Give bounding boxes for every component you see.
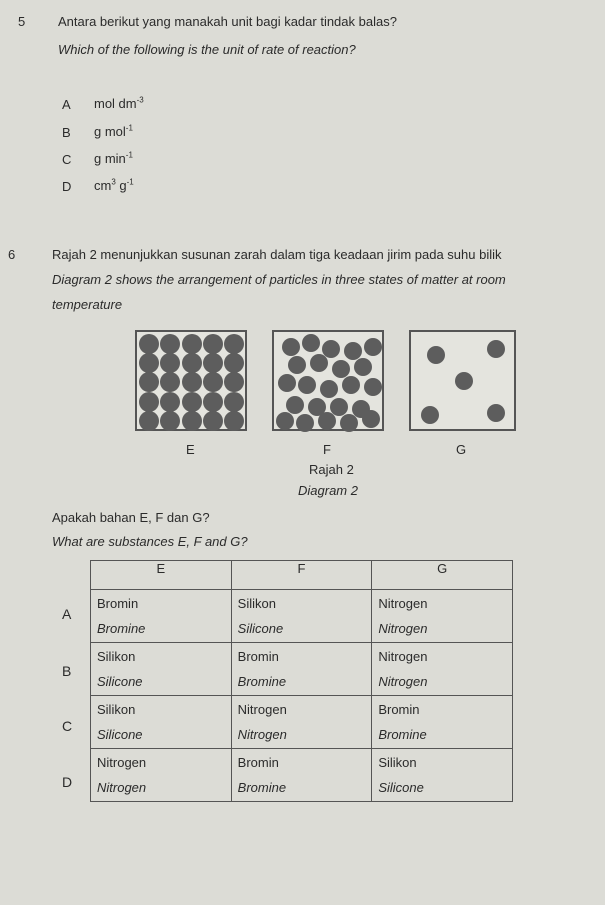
particle-dot xyxy=(224,392,244,412)
option-text: mol $dm^{-3}$ xyxy=(94,95,144,111)
q5-option-c[interactable] xyxy=(62,150,133,169)
particle-dot xyxy=(182,411,202,431)
particle-dot xyxy=(224,372,244,392)
option-letter: D xyxy=(62,179,72,194)
particle-dot xyxy=(286,396,304,414)
particle-dot xyxy=(203,392,223,412)
q5-number: 5 xyxy=(18,14,26,29)
particle-dot xyxy=(203,372,223,392)
particle-dot xyxy=(362,410,380,428)
diagram-f-liquid xyxy=(272,330,384,431)
q6-question-malay: Apakah bahan E, F dan G? xyxy=(52,510,210,525)
particle-dot xyxy=(455,372,473,390)
diagram-caption-malay: Rajah 2 xyxy=(309,462,354,477)
particle-dot xyxy=(344,342,362,360)
table-header-g: G xyxy=(372,561,513,590)
table-row[interactable] xyxy=(91,749,513,802)
q5-option-b[interactable] xyxy=(62,123,133,142)
diagram-label-f: F xyxy=(323,442,331,457)
particle-dot xyxy=(224,411,244,431)
particle-dot xyxy=(182,372,202,392)
particle-dot xyxy=(421,406,439,424)
particle-dot xyxy=(182,334,202,354)
particle-dot xyxy=(298,376,316,394)
particle-dot xyxy=(364,378,382,396)
particle-dot xyxy=(160,392,180,412)
q5-option-d[interactable] xyxy=(62,177,134,196)
option-text: g $\min^{-1}$ xyxy=(94,150,133,166)
table-header-row xyxy=(91,561,513,590)
particle-dot xyxy=(276,412,294,430)
table-cell: Bromin Bromine xyxy=(372,696,513,749)
q6-question-english: What are substances E, F and G? xyxy=(52,534,248,549)
particle-dot xyxy=(160,372,180,392)
table-header-e: E xyxy=(91,561,232,590)
option-text: $cm^3$ $g^{-1}$ xyxy=(94,177,134,193)
particle-dot xyxy=(203,411,223,431)
diagram-e-solid xyxy=(135,330,247,431)
table-cell: Bromin Bromine xyxy=(91,590,232,643)
diagram-caption-english: Diagram 2 xyxy=(298,483,358,498)
particle-dot xyxy=(427,346,445,364)
particle-dot xyxy=(354,358,372,376)
particle-dot xyxy=(302,334,320,352)
option-letter: C xyxy=(62,152,72,167)
table-cell: Silikon Silicone xyxy=(231,590,372,643)
table-row[interactable] xyxy=(91,643,513,696)
table-cell: Bromin Bromine xyxy=(231,643,372,696)
particle-dot xyxy=(282,338,300,356)
table-cell: Bromin Bromine xyxy=(231,749,372,802)
particle-dot xyxy=(139,392,159,412)
diagram-g-gas xyxy=(409,330,516,431)
row-letter-b[interactable]: B xyxy=(62,663,72,679)
particle-dot xyxy=(224,353,244,373)
particle-dot xyxy=(160,334,180,354)
q5-english-text: Which of the following is the unit of rate of reaction? xyxy=(58,42,356,57)
particle-dot xyxy=(182,353,202,373)
q6-malay-text: Rajah 2 menunjukkan susunan zarah dalam tiga keadaan jirim pada suhu bilik xyxy=(52,247,502,262)
row-letter-a[interactable]: A xyxy=(62,606,72,622)
table-cell: Nitrogen Nitrogen xyxy=(372,590,513,643)
particle-dot xyxy=(278,374,296,392)
particle-dot xyxy=(182,392,202,412)
q5-malay-text: Antara berikut yang manakah unit bagi kadar tindak balas? xyxy=(58,14,397,29)
particle-dot xyxy=(332,360,350,378)
table-cell: Nitrogen Nitrogen xyxy=(91,749,232,802)
particle-dot xyxy=(340,414,358,432)
q6-number: 6 xyxy=(8,247,16,262)
particle-dot xyxy=(139,334,159,354)
particle-dot xyxy=(320,380,338,398)
particle-dot xyxy=(364,338,382,356)
diagram-label-e: E xyxy=(186,442,195,457)
particle-dot xyxy=(139,353,159,373)
particle-dot xyxy=(160,411,180,431)
table-row[interactable] xyxy=(91,590,513,643)
particle-dot xyxy=(203,353,223,373)
row-letter-d[interactable]: D xyxy=(62,774,73,790)
answer-table xyxy=(90,560,513,802)
particle-dot xyxy=(296,414,314,432)
particle-dot xyxy=(288,356,306,374)
option-letter: B xyxy=(62,125,71,140)
table-cell: Nitrogen Nitrogen xyxy=(372,643,513,696)
particle-dot xyxy=(487,340,505,358)
row-letter-c[interactable]: C xyxy=(62,718,73,734)
q5-option-a[interactable] xyxy=(62,95,144,114)
particle-dot xyxy=(487,404,505,422)
particle-dot xyxy=(139,411,159,431)
particle-dot xyxy=(342,376,360,394)
table-cell: Silikon Silicone xyxy=(91,643,232,696)
table-header-f: F xyxy=(231,561,372,590)
particle-dot xyxy=(224,334,244,354)
table-cell: Nitrogen Nitrogen xyxy=(231,696,372,749)
option-letter: A xyxy=(62,97,71,112)
table-cell: Silikon Silicone xyxy=(372,749,513,802)
particle-dot xyxy=(310,354,328,372)
table-row[interactable] xyxy=(91,696,513,749)
particle-dot xyxy=(160,353,180,373)
particle-dot xyxy=(318,412,336,430)
table-cell: Silikon Silicone xyxy=(91,696,232,749)
option-text: g mol$^{-1}$ xyxy=(94,123,133,139)
diagram-label-g: G xyxy=(456,442,467,457)
particle-dot xyxy=(203,334,223,354)
particle-dot xyxy=(139,372,159,392)
q6-english-text-line1: Diagram 2 shows the arrangement of particles in three states of matter at room xyxy=(52,272,506,287)
q6-english-text-line2: temperature xyxy=(52,297,123,312)
